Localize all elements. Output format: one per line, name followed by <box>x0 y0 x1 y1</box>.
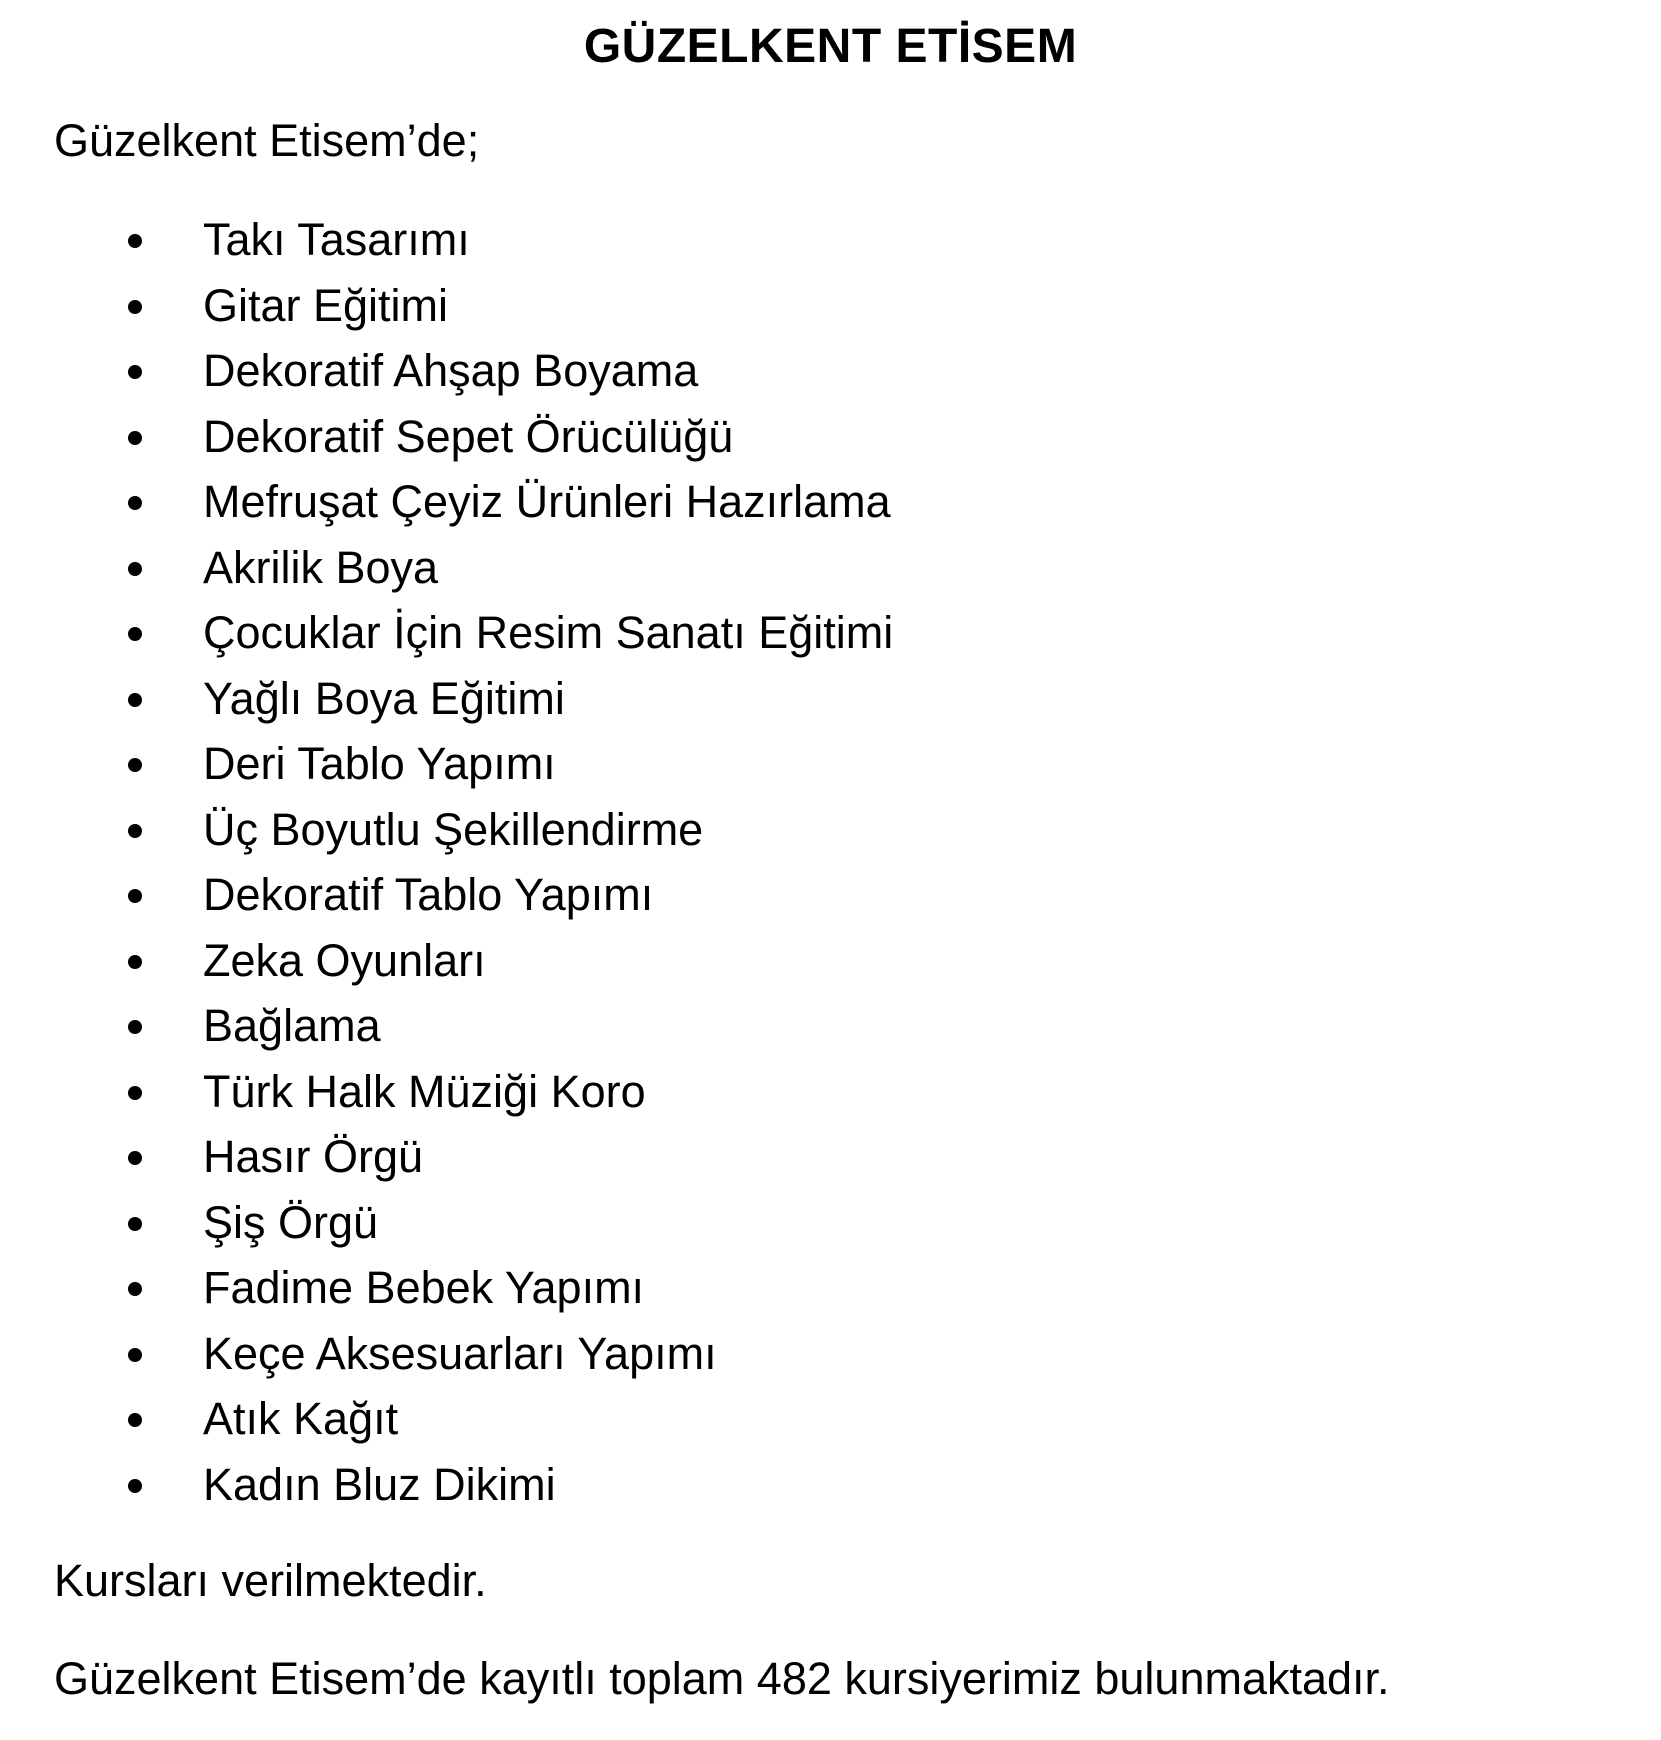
course-label: Deri Tablo Yapımı <box>203 738 556 789</box>
bullet-icon <box>128 824 142 838</box>
course-label: Üç Boyutlu Şekillendirme <box>203 803 704 855</box>
bullet-icon <box>128 1151 142 1165</box>
course-label: Dekoratif Sepet Örücülüğü <box>203 410 734 462</box>
course-label: Mefruşat Çeyiz Ürünleri Hazırlama <box>203 476 891 527</box>
closing-text: Kursları verilmektedir. <box>54 1555 487 1606</box>
course-label: Dekoratif Ahşap Boyama <box>203 345 699 396</box>
bullet-icon <box>128 1348 142 1362</box>
bullet-icon <box>128 431 142 445</box>
course-label: Fadime Bebek Yapımı <box>203 1262 645 1313</box>
course-label: Bağlama <box>203 1000 381 1051</box>
course-label: Türk Halk Müziği Koro <box>203 1065 646 1117</box>
summary-text: Güzelkent Etisem’de kayıtlı toplam 482 kursiyerimiz bulunmaktadır. <box>54 1653 1390 1704</box>
intro-text: Güzelkent Etisem’de; <box>54 115 480 166</box>
bullet-icon <box>128 562 142 576</box>
bullet-icon <box>128 496 142 510</box>
course-label: Çocuklar İçin Resim Sanatı Eğitimi <box>203 607 894 658</box>
bullet-icon <box>128 1020 142 1034</box>
bullet-icon <box>128 627 142 641</box>
course-label: Gitar Eğitimi <box>203 279 449 331</box>
course-label: Yağlı Boya Eğitimi <box>203 672 565 724</box>
bullet-icon <box>128 365 142 379</box>
bullet-icon <box>128 889 142 903</box>
course-label: Atık Kağıt <box>203 1393 399 1444</box>
bullet-icon <box>128 758 142 772</box>
course-label: Kadın Bluz Dikimi <box>203 1458 556 1510</box>
bullet-icon <box>128 234 142 248</box>
bullet-icon <box>128 300 142 314</box>
document-title: GÜZELKENT ETİSEM <box>583 20 1078 73</box>
bullet-icon <box>128 1479 142 1493</box>
course-label: Hasır Örgü <box>203 1131 424 1182</box>
bullet-icon <box>128 693 142 707</box>
bullet-icon <box>128 955 142 969</box>
bullet-icon <box>128 1413 142 1427</box>
course-label: Akrilik Boya <box>203 541 439 593</box>
course-label: Şiş Örgü <box>203 1196 379 1248</box>
course-label: Takı Tasarımı <box>203 214 470 265</box>
course-label: Dekoratif Tablo Yapımı <box>203 869 654 920</box>
course-label: Zeka Oyunları <box>203 934 486 986</box>
course-label: Keçe Aksesuarları Yapımı <box>203 1327 717 1379</box>
bullet-icon <box>128 1086 142 1100</box>
bullet-icon <box>128 1282 142 1296</box>
bullet-icon <box>128 1217 142 1231</box>
